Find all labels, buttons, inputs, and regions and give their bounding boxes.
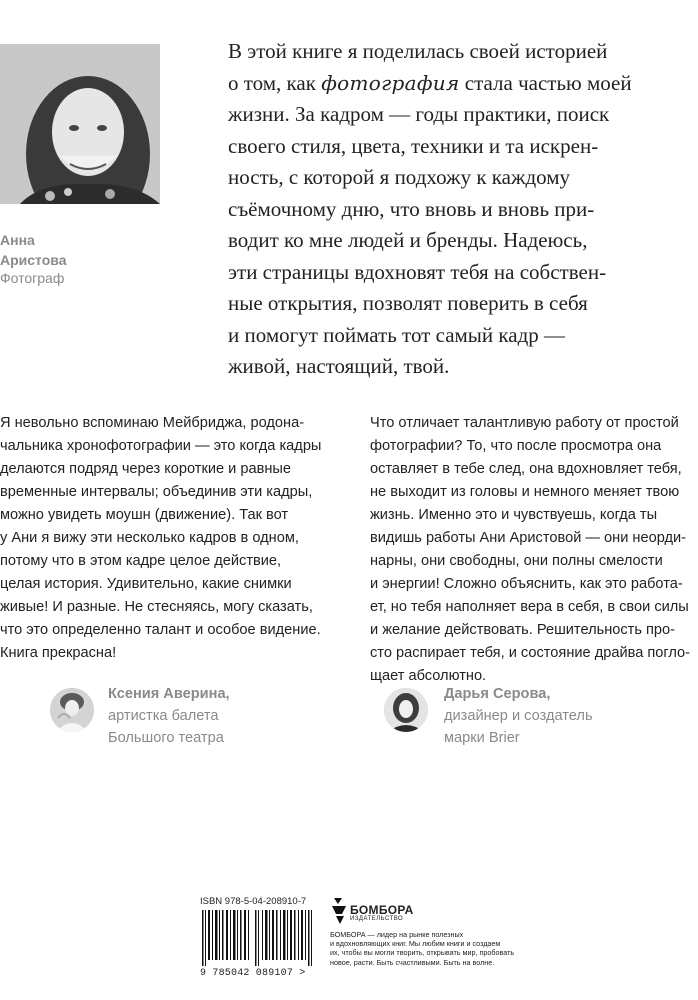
isbn-number: 9 785042 089107 > bbox=[200, 968, 306, 979]
author-role: Фотограф bbox=[0, 270, 65, 286]
author-first-name: Анна bbox=[0, 232, 35, 248]
publisher-description-line: БОМБОРА — лидер на рынке полезных bbox=[330, 930, 464, 939]
review-line: целая история. Удивительно, какие снимки bbox=[0, 576, 292, 592]
reviewer-left-name: Ксения Аверина, bbox=[108, 686, 230, 702]
bombora-logo-icon bbox=[330, 896, 348, 926]
reviewer-right-portrait bbox=[384, 688, 428, 732]
review-line: временные интервалы; объединив эти кадры, bbox=[0, 484, 313, 500]
publisher-description-line: новое, расти. Быть счастливыми. Быть на волне. bbox=[330, 957, 495, 967]
publisher-name: БОМБОРА bbox=[350, 903, 414, 917]
review-line: ет, но тебя наполняет вера в себя, в свои силы bbox=[370, 599, 689, 615]
publisher-description-line: их, чтобы вы могли творить, открывать мир, пробовать bbox=[330, 948, 515, 958]
reviewer-right-role: марки Brier bbox=[444, 730, 520, 746]
review-line: потому что в этом кадре целое действие, bbox=[0, 553, 282, 569]
publisher-subtitle: ИЗДАТЕЛЬСТВО bbox=[350, 916, 404, 922]
isbn-block bbox=[200, 896, 320, 986]
author-photo bbox=[0, 44, 160, 204]
main-text-fragment: стала частью моей bbox=[459, 70, 632, 95]
reviewer-left-role: Большого театра bbox=[108, 730, 224, 746]
review-line: делаются подряд через короткие и равные bbox=[0, 461, 292, 477]
main-text-line: эти страницы вдохновят тебя на собствен- bbox=[228, 259, 607, 284]
reviewer-left-signature bbox=[108, 683, 230, 749]
review-line: живые! И разные. Не стесняясь, могу сказать, bbox=[0, 599, 313, 615]
review-line: у Ани я вижу эти несколько кадров в одном, bbox=[0, 530, 299, 546]
publisher-description bbox=[330, 930, 540, 967]
reviewer-right-role: дизайнер и создатель bbox=[444, 708, 593, 724]
review-line: щает абсолютно. bbox=[370, 668, 487, 684]
main-text-line: В этой книге я поделилась своей историей bbox=[228, 39, 608, 63]
reviewer-left-role: артистка балета bbox=[108, 708, 219, 724]
script-word: фотография bbox=[321, 70, 460, 95]
review-line: жизнь. Именно это и чувствуешь, когда ты bbox=[370, 507, 658, 523]
review-right bbox=[370, 412, 690, 688]
main-text-line: живой, настоящий, твой. bbox=[228, 354, 450, 378]
reviewer-right-signature bbox=[444, 683, 593, 749]
reviewer-left-portrait bbox=[50, 688, 94, 732]
author-portrait-image bbox=[0, 44, 160, 204]
main-text-line: съёмочному дню, что вновь и вновь при- bbox=[228, 196, 595, 221]
publisher-description-line: и вдохновляющих книг. Мы любим книги и создаем bbox=[330, 939, 501, 949]
review-line: и желание действовать. Решительность про- bbox=[370, 622, 676, 638]
review-line: Я невольно вспоминаю Мейбриджа, родона- bbox=[0, 415, 305, 431]
author-name bbox=[0, 230, 67, 270]
main-text-line: ные открытия, позволят поверить в себя bbox=[228, 291, 588, 315]
review-line: оставляет в тебе след, она вдохновляет тебя, bbox=[370, 461, 682, 477]
review-line: что это определенно талант и особое видение. bbox=[0, 622, 321, 638]
main-text-line: водит ко мне людей и бренды. Надеюсь, bbox=[228, 228, 588, 252]
main-text bbox=[228, 36, 638, 383]
main-text-line: жизни. За кадром — годы практики, поиск bbox=[228, 102, 610, 126]
barcode-icon bbox=[200, 910, 318, 966]
review-line: чальника хронофотографии — это когда кадры bbox=[0, 438, 322, 454]
reviewer-right-name: Дарья Серова, bbox=[444, 686, 551, 702]
review-line: можно увидеть моушн (движение). Так вот bbox=[0, 507, 289, 523]
main-text-line: ность, с которой я подхожу к каждому bbox=[228, 165, 571, 189]
main-text-fragment: о том, как bbox=[228, 70, 322, 95]
review-line: Что отличает талантливую работу от простой bbox=[370, 415, 679, 431]
review-line: не выходит из головы и немного меняет твою bbox=[370, 484, 680, 500]
review-line: нарны, они свободны, они полны смелости bbox=[370, 553, 663, 569]
review-line: и энергии! Сложно объяснить, как это работа- bbox=[370, 576, 683, 592]
author-last-name: Аристова bbox=[0, 252, 67, 268]
review-line: Книга прекрасна! bbox=[0, 645, 117, 661]
reviewer-left-avatar bbox=[50, 688, 94, 732]
main-text-line: своего стиля, цвета, техники и та искрен- bbox=[228, 133, 599, 158]
main-text-line bbox=[228, 68, 638, 100]
review-line: фотографии? То, что после просмотра она bbox=[370, 438, 662, 454]
review-line: сто распирает тебя, и состояние драйва погло- bbox=[370, 645, 691, 661]
review-left bbox=[0, 412, 321, 665]
review-line: видишь работы Ани Аристовой — они неорди- bbox=[370, 530, 687, 546]
main-text-line: и помогут поймать тот самый кадр — bbox=[228, 322, 566, 347]
isbn-title: ISBN 978-5-04-208910-7 bbox=[200, 896, 307, 907]
reviewer-right-avatar bbox=[384, 688, 428, 732]
